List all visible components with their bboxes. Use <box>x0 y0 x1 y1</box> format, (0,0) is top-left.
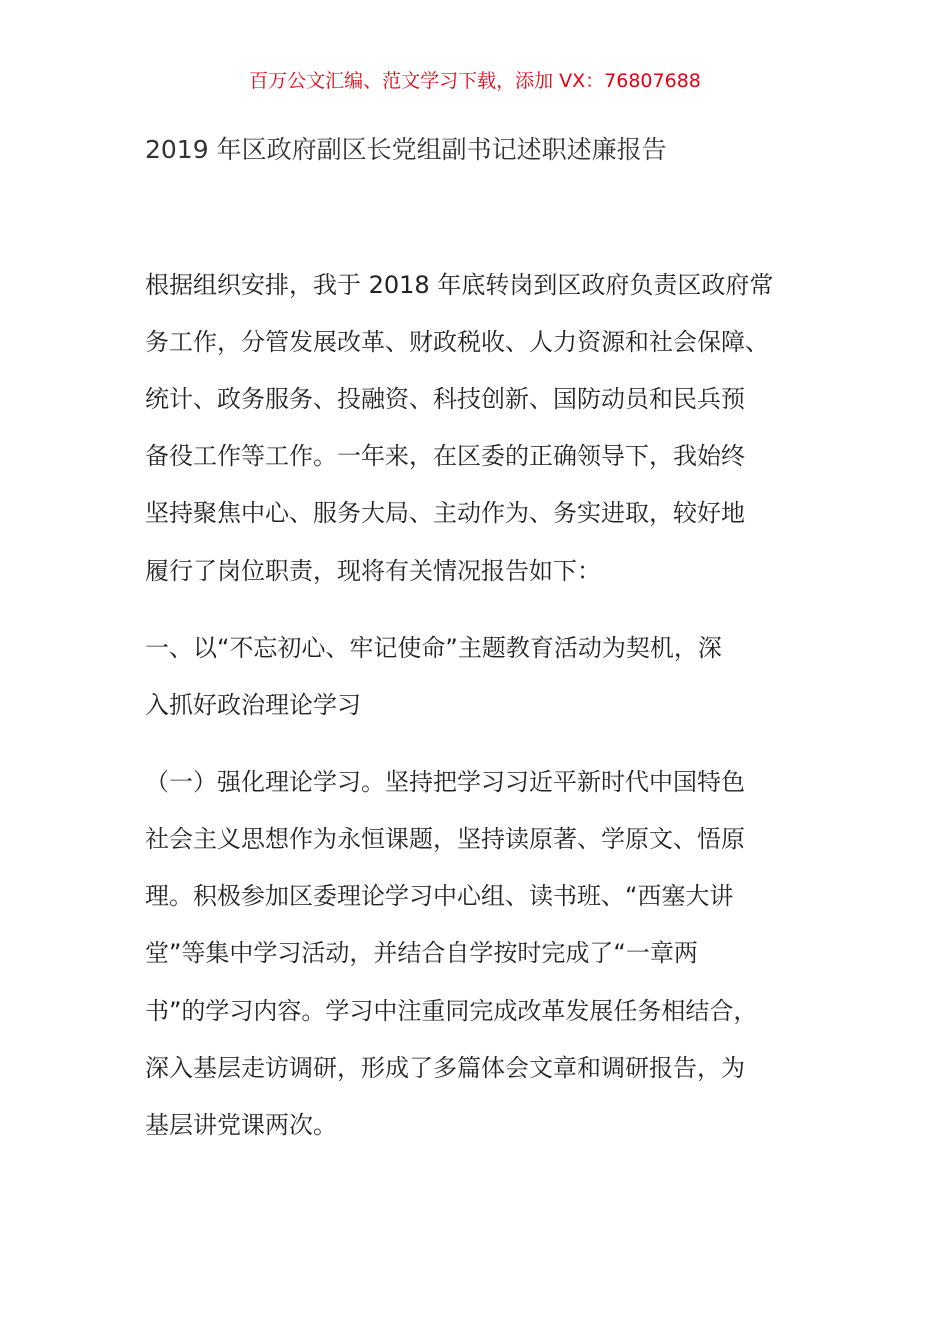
text-line: 深入基层走访调研，形成了多篇体会文章和调研报告，为 <box>145 1054 745 1082</box>
text-line: 入抓好政治理论学习 <box>145 691 361 719</box>
text-line: 理。积极参加区委理论学习中心组、读书班、“西塞大讲 <box>145 882 734 910</box>
text-line: 务工作，分管发展改革、财政税收、人力资源和社会保障、 <box>145 328 769 356</box>
text-line: （一）强化理论学习。坚持把学习习近平新时代中国特色 <box>145 768 745 796</box>
header-banner: 百万公文汇编、范文学习下载，添加 VX：76807688 <box>249 70 701 92</box>
text-line: 根据组织安排，我于 2018 年底转岗到区政府负责区政府常 <box>145 271 774 299</box>
text-line: 坚持聚焦中心、服务大局、主动作为、务实进取，较好地 <box>145 499 745 527</box>
text-line: 堂”等集中学习活动，并结合自学按时完成了“一章两 <box>145 939 698 967</box>
text-line: 基层讲党课两次。 <box>145 1111 337 1139</box>
document-title: 2019 年区政府副区长党组副书记述职述廉报告 <box>145 135 667 164</box>
text-line: 一、以“不忘初心、牢记使命”主题教育活动为契机，深 <box>145 634 722 662</box>
text-line: 履行了岗位职责，现将有关情况报告如下： <box>145 557 601 585</box>
text-line: 社会主义思想作为永恒课题，坚持读原著、学原文、悟原 <box>145 825 745 853</box>
text-line: 统计、政务服务、投融资、科技创新、国防动员和民兵预 <box>145 385 745 413</box>
text-line: 书”的学习内容。学习中注重同完成改革发展任务相结合， <box>145 997 758 1025</box>
text-line: 备役工作等工作。一年来，在区委的正确领导下，我始终 <box>145 442 745 470</box>
